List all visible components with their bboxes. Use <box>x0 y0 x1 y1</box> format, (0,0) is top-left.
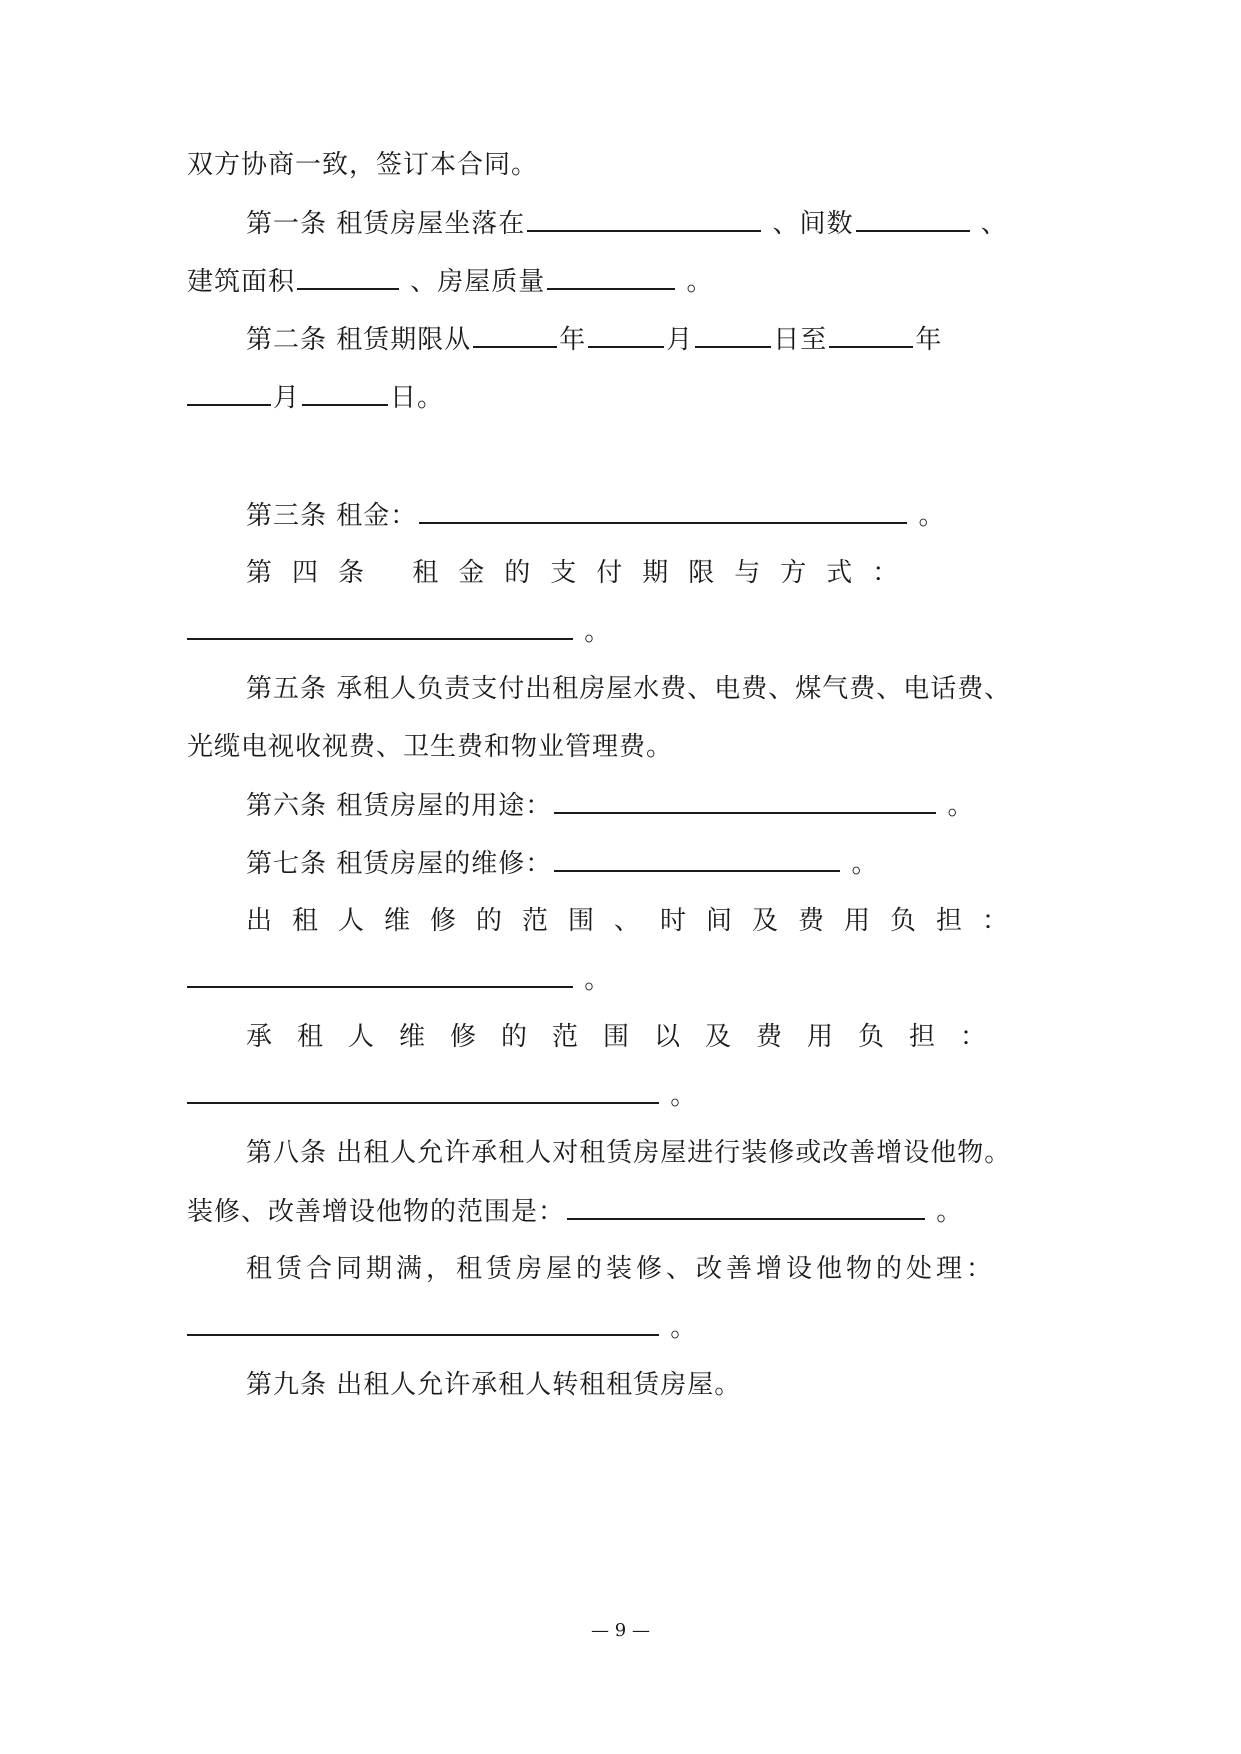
blank-house-quality[interactable] <box>547 264 675 290</box>
blank-maintenance[interactable] <box>554 846 840 872</box>
blank-payment-terms[interactable] <box>187 614 573 640</box>
article-7-lessor-blank-line: 。 <box>187 962 611 997</box>
blank-decoration-scope[interactable] <box>567 1194 925 1220</box>
article-5-line-1: 第五条 承租人负责支付出租房屋水费、电费、煤气费、电话费、 <box>246 674 1012 704</box>
blank-floor-area[interactable] <box>297 264 399 290</box>
article-4-blank-line: 。 <box>187 614 611 649</box>
blank-house-use[interactable] <box>554 788 936 814</box>
article-7-lessee-blank-line: 。 <box>187 1078 697 1113</box>
blank-room-count[interactable] <box>856 206 970 232</box>
article-8-line-2: 装修、改善增设他物的范围是： 。 <box>187 1194 963 1229</box>
article-7: 第七条 租赁房屋的维修： 。 <box>246 846 879 881</box>
article-2-line-2: 月 日。 <box>187 380 444 415</box>
paragraph-intro-end: 双方协商一致，签订本合同。 <box>187 150 539 180</box>
article-6: 第六条 租赁房屋的用途： 。 <box>246 788 975 823</box>
article-8-expiry: 租赁合同期满，租赁房屋的装修、改善增设他物的处理： <box>246 1254 997 1284</box>
article-1-line-2: 建筑面积 、房屋质量 。 <box>187 264 714 299</box>
article-7-lessee-scope: 承租人维修的范围以及费用负担： <box>246 1022 1012 1052</box>
blank-start-month[interactable] <box>588 322 664 348</box>
blank-rent[interactable] <box>419 498 907 524</box>
blank-end-day[interactable] <box>302 380 388 406</box>
article-1-line-1: 第一条 租赁房屋坐落在 、间数 、 <box>246 206 1008 241</box>
article-7-lessor-scope: 出租人维修的范围、时间及费用负担： <box>246 906 1029 936</box>
blank-end-year[interactable] <box>829 322 913 348</box>
article-8-line-1: 第八条 出租人允许承租人对租赁房屋进行装修或改善增设他物。 <box>246 1138 1012 1168</box>
blank-start-day[interactable] <box>695 322 771 348</box>
blank-location[interactable] <box>527 206 761 232</box>
article-3: 第三条 租金： 。 <box>246 498 946 533</box>
article-4: 第四条 租金的支付期限与方式： <box>246 558 919 588</box>
article-8-expiry-blank-line: 。 <box>187 1310 697 1345</box>
article-9: 第九条 出租人允许承租人转租租赁房屋。 <box>246 1370 742 1400</box>
blank-decoration-handling[interactable] <box>187 1310 659 1336</box>
page-number: — 9 — <box>591 1620 650 1641</box>
blank-lessor-maintenance[interactable] <box>187 962 573 988</box>
article-5-line-2: 光缆电视收视费、卫生费和物业管理费。 <box>187 732 674 762</box>
blank-end-month[interactable] <box>187 380 271 406</box>
article-2-line-1: 第二条 租赁期限从 年 月 日至 年 <box>246 322 942 357</box>
blank-start-year[interactable] <box>473 322 557 348</box>
blank-lessee-maintenance[interactable] <box>187 1078 659 1104</box>
